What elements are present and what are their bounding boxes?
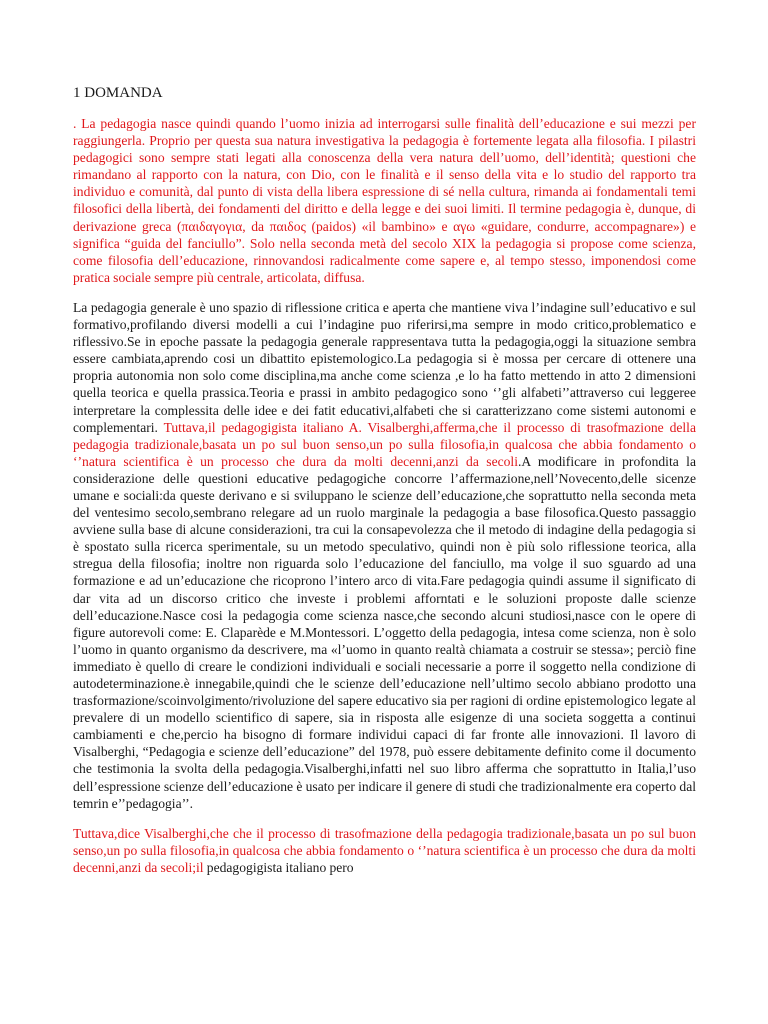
paragraph-introduction: . La pedagogia nasce quindi quando l’uomo inizia ad interrogarsi sulle finalità dell’educazione e sui mezzi per raggiungerla. Proprio per questa sua natura investigativa la pedagogia è fortemente legata alla filosofia. I pilastri pedagogici sono sempre stati legati alla conoscenza della vera natura dell’uomo, dell’identità; questioni che rimandano al rapporto con la natura, con Dio, con le finalità e il senso della vita e lo studio del rapporto tra individuo e comunità, dal punto di vista della libera espressione di sé nella cultura, rimanda ai fondamentali temi filosofici della libertà, dei fondamenti del diritto e della legge e dei suoi limiti. Il termine pedagogia è, dunque, di derivazione greca (παιδαγογια, da παιδος (paidos) «il bambino» e αγω «guidare, condurre, accompagnare») e significa “guida del fanciullo”. Solo nella seconda metà del secolo XIX la pedagogia si propose come scienza, come filosofia dell’educazione, rinnovandosi radicalmente come sapere e, al tempo stesso, imponendosi come pratica sociale sempre più centrale, articolata, diffusa. — [73, 116, 696, 285]
paragraph-visalberghi — [73, 825, 696, 876]
paragraph-2-text-a: La pedagogia generale è uno spazio di riflessione critica e aperta che mantiene viva l’indagine sull’educativo e sul formativo,profilando diversi modelli a cui l’indagine puo riferirsi,ma sempre in modo critico,problematico e riflessivo.Se in epoche passate la pedagogia generale rappresentava tutta la pedagogia,oggi la situazione sembra essere cambiata,aprendo cosi un dibattito epistemologico.La pedagogia si è mossa per cercare di ottenere una propria autonomia non solo come disciplina,ma anche come scienza ,e lo ha fatto mettendo in atto 2 dimensioni quella teorica e quella prassica.Teoria e prassi in ambito pedagogico sono ‘’gli alfabeti’’attraverso cui leggeree interpretare la complessita delle idee e dei fatit educativi,alfabeti che si caratterizzano come sistemi autonomi e complementari. — [73, 299, 696, 435]
paragraph-pedagogia-generale — [73, 299, 696, 812]
paragraph-2-text-b: .A modificare in profondita la considerazione delle questioni educative pedagogiche concorre l’affermazione,nell’Novecento,delle sicenze umane e sociali:da queste derivano e si sviluppano le scienze dell’educazione,che soprattutto nella seconda meta del ventesimo secolo,sembrano relegare ad un ruolo marginale la pedagogia a base filosofica.Questo passaggio avviene sulla base di alcune considerazioni, tra cui la consapevolezza che il metodo di indagine della pedagogia si è spostato sulla ricerca sperimentale, su un metodo speculativo, quindi non è più solo riflessione teorica, alla stregua della filosofia; inoltre non riguarda solo l’educazione del fanciullo, ma volge il suo sguardo ad una formazione e ad un’educazione che ricoprono l’intero arco di vita.Fare pedagogia quindi assume il significato di dar vita ad un discorso critico che investe i problemi afforntati e le soluzioni proposte dalle scienze dell’educazione.Nasce cosi la pedagogia come scienza nasce,che secondo alcuni studiosi,nasce con le opere di figure autorevoli come: E. Claparède e M.Montessori. L’oggetto della pedagogia, intesa come scienza, non è solo l’uomo in quanto organismo da descrivere, ma «l’uomo in quanto realtà chiamata a costruir se stessa»; perciò fine immediato è quello di creare le condizioni individuali e sociali necessarie a porre il soggetto nella condizione di autodeterminazione.è innegabile,quindi che le scienze dell’educazione nell’ultimo secolo abbiano prodotto una trasformazione/scoinvolgimento/rivoluzione del sapere educativo sia per ragioni di ordine epistemologico legate al prevalere di un modello scientifico di sapere, sia in risposta alle esigenze di una societa soggetta a continui cambiamenti e che,percio ha bisogno di formare individui capaci di far fronte alle innovazioni. Il lavoro di Visalberghi, “Pedagogia e scienze dell’educazione” del 1978, può essere debitamente definito come il documento che testimonia la svolta della pedagogia.Visalberghi,infatti nel suo libro afferma che soprattutto in Italia,l’uso dell’espressione scienze dell’educazione è usato per indicare il genere di studi che tradizionalmente era coperto dal temrin e’’pedagogia’’. — [73, 453, 696, 811]
paragraph-2-red-quote: Tuttava,il pedagogigista italiano A. Visalberghi,afferma,che il processo di trasofmazione della pedagogia tradizionale,basata un po sul buon senso,un po sulla filosofia,in qualcosa che abbia fondamento o ‘’natura scientifica è un processo che dura da molti decenni,anzi da secoli — [73, 419, 696, 469]
document-heading: 1 DOMANDA — [73, 85, 163, 101]
paragraph-3-dark-text: pedagogigista italiano pero — [203, 859, 354, 875]
paragraph-3-red-text: Tuttava,dice Visalberghi,che che il processo di trasofmazione della pedagogia tradizionale,basata un po sul buon senso,un po sulla filosofia,in qualcosa che abbia fondamento o ‘’natura scientifica è un processo che dura da molti decenni,anzi da secoli;il — [73, 825, 696, 875]
